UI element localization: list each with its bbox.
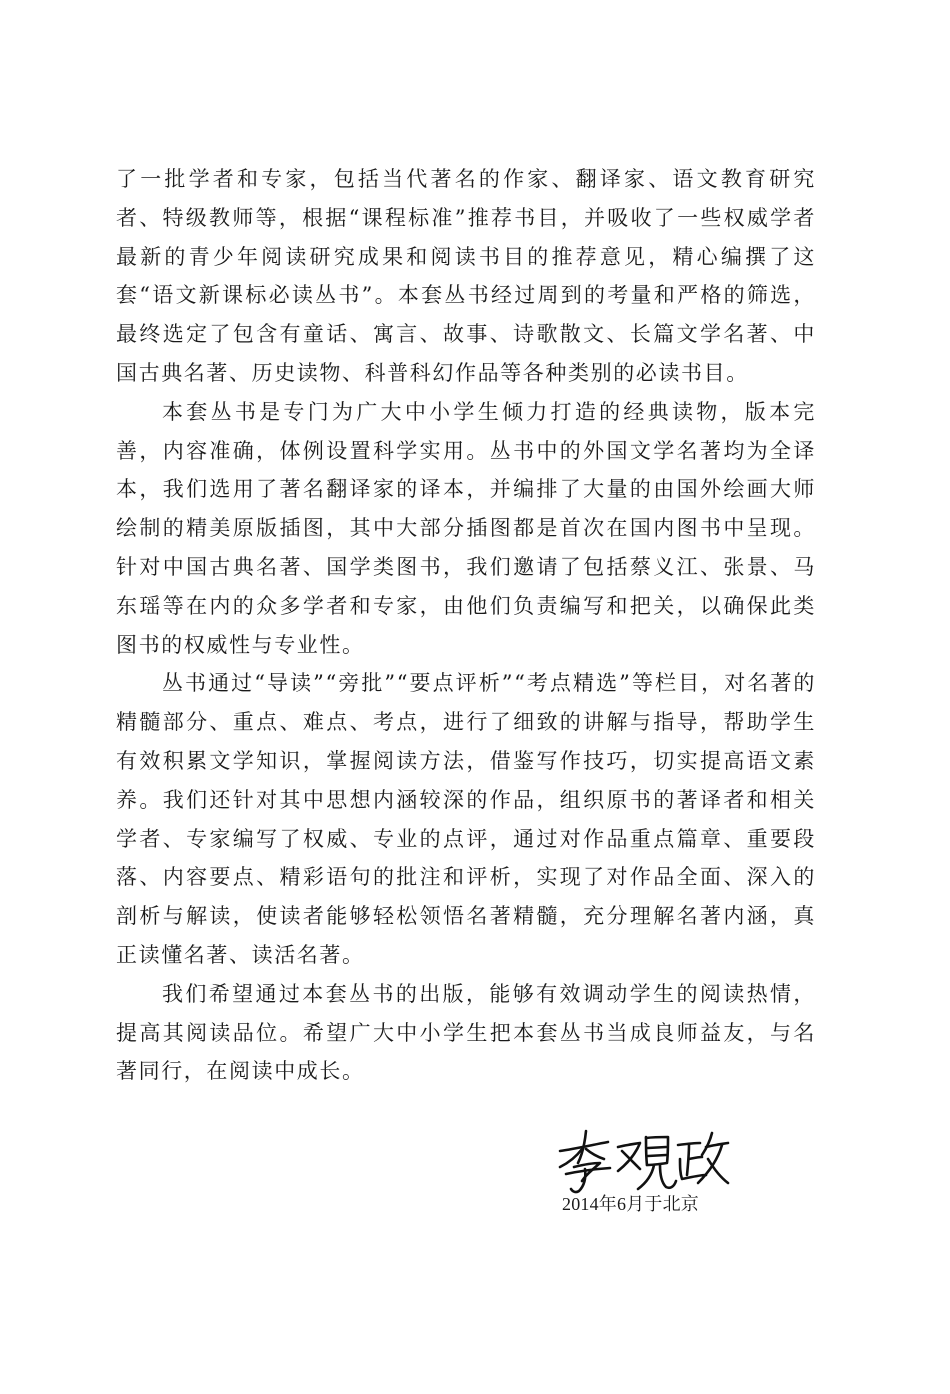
handwritten-signature	[552, 1125, 730, 1197]
body-text	[116, 160, 816, 1091]
date-place: 2014年6月于北京	[562, 1194, 699, 1214]
paragraph-3: 丛书通过“导读”“旁批”“要点评析”“考点精选”等栏目，对名著的精髓部分、重点、难点、考点，进行了细致的讲解与指导，帮助学生有效积累文学知识，掌握阅读方法，借鉴写作技巧，切实提高语文素养。我们还针对其中思想内涵较深的作品，组织原书的著译者和相关学者、专家编写了权威、专业的点评，通过对作品重点篇章、重要段落、内容要点、精彩语句的批注和评析，实现了对作品全面、深入的剖析与解读，使读者能够轻松领悟名著精髓，充分理解名著内涵，真正读懂名著、读活名著。	[116, 671, 816, 967]
paragraph-1: 了一批学者和专家，包括当代著名的作家、翻译家、语文教育研究者、特级教师等，根据“课程标准”推荐书目，并吸收了一些权威学者最新的青少年阅读研究成果和阅读书目的推荐意见，精心编撰了这套“语文新课标必读丛书”。本套丛书经过周到的考量和严格的筛选，最终选定了包含有童话、寓言、故事、诗歌散文、长篇文学名著、中国古典名著、历史读物、科普科幻作品等各种类别的必读书目。	[116, 167, 816, 385]
paragraph-2: 本套丛书是专门为广大中小学生倾力打造的经典读物，版本完善，内容准确，体例设置科学实用。丛书中的外国文学名著均为全译本，我们选用了著名翻译家的译本，并编排了大量的由国外绘画大师绘制的精美原版插图，其中大部分插图都是首次在国内图书中呈现。针对中国古典名著、国学类图书，我们邀请了包括蔡义江、张景、马东瑶等在内的众多学者和专家，由他们负责编写和把关，以确保此类图书的权威性与专业性。	[116, 399, 816, 657]
paragraph-4: 我们希望通过本套丛书的出版，能够有效调动学生的阅读热情，提高其阅读品位。希望广大中小学生把本套丛书当成良师益友，与名著同行，在阅读中成长。	[116, 981, 816, 1084]
